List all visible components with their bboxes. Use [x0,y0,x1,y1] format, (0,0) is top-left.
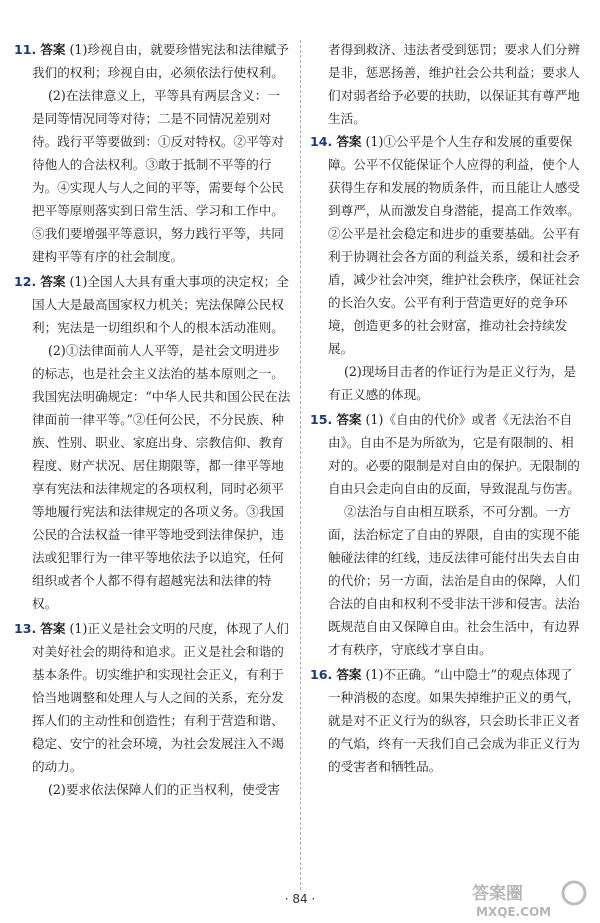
answer-text: (1)①公平是个人生存和发展的重要保障。公平不仅能保证个人应得的利益，使个人获得生存和发展的物质条件，而且能让人感受到尊严，从而激发自身潜能，提高工作效率。②公平是社会稳定和进步的重要基础。公平有利于协调社会各方面的利益关系，缓和社会矛盾，减少社会冲突，维护社会秩序，保证社会的长治久安。公平有利于营造更好的竞争环境，创造更多的社会财富，推动社会持续发展。 [328,134,580,356]
question-number: 15. [310,412,333,427]
answer-text: (1)珍视自由，就要珍惜宪法和法律赋予我们的权利；珍视自由，必须依法行使权利。 [32,42,289,80]
column-divider [300,40,301,890]
watermark-logo [470,879,588,919]
answer-text: (1)全国人大具有重大事项的决定权；全国人大是最高国家权力机关；宪法保障公民权利；宪法是一切组织和个人的根本活动准则。 [32,274,289,335]
answer-tag: 答案 [40,42,66,57]
answer-12 [14,270,292,615]
answer-text: 相对的。必要的限制是对自由的保护。无限制的自由只会走向自由的反面，导致混乱与伤害。 [328,435,580,496]
watermark-text: 答案圈 [472,884,523,904]
left-column [14,38,292,803]
watermark-domain: MXQE.COM [476,905,552,919]
page-number: · 84 · [284,892,316,906]
answer-text: (2)①法律面前人人平等，是社会文明进步的标志，也是社会主义法治的基本原则之一。我国宪法明确规定：“中华人民共和国公民在法律面前一律平等。”②任何公民，不分民族、种族、性别、职业、家庭出身、宗教信仰、教育程度、财产状况、居住期限等，都一律平等地享有宪法和法律规定的各项权利，同时必须平等地履行宪法和法律规定的各项义务。③我国公民的合法权益一律平等地受到法律保护，违法或犯罪行为一律平等地依法予以追究，任何组织或者个人都不得有超越宪法和法律的特权。 [32,343,291,611]
answer-13-continued: 者得到救济、违法者受到惩罚；要求人们分辨是非，惩恶扬善，维护社会公共利益；要求人们对弱者给予必要的扶助，以保证其有尊严地生活。 [328,42,580,126]
answer-14 [310,130,584,406]
answer-text: (2)现场目击者的作证行为是正义行为，是有正义感的体现。 [328,364,576,402]
answer-text: (1)正义是社会文明的尺度，体现了人们对美好社会的期待和追求。正义是社会和谐的基本条件。切实维护和实现社会正义，有利于恰当地调整和处理人与人之间的关系，充分发挥人们的主动性和创造性；有利于营造和谐、稳定、安宁的社会环境，为社会发展注入不竭的动力。 [32,621,289,774]
answer-15 [310,408,584,661]
answer-text: (1)《自由的代价》或者《无法治不自由》。 [328,412,573,450]
answer-tag: 答案 [40,274,66,289]
answer-text: (1)不正确。“山中隐士”的观点体现了一种消极的态度。如果失掉维护正义的勇气，就是对不正义行为的纵容，只会助长非正义者的气焰，终有一天我们自己会成为非正义行为的受害者和牺牲品。 [328,667,580,774]
question-number: 14. [310,134,333,149]
question-number: 11. [14,42,37,57]
question-number: 13. [14,621,37,636]
answer-text: (2)在法律意义上，平等具有两层含义：一是同等情况同等对待；二是不同情况差别对待。践行平等要做到：①反对特权。②平等对待他人的合法权利。③敢于抵制不平等的行为。④实现人与人之间的平等，需要每个公民把平等原则落实到日常生活、学习和工作中。⑤我们要增强平等意识，努力践行平等，共同建构平等有序的社会制度。 [32,88,284,264]
answer-tag: 答案 [336,667,362,682]
answer-tag: 答案 [40,621,66,636]
answer-13 [14,617,292,801]
answer-text: ②法治与自由相互联系，不可分割。一方面，法治标定了自由的界限，自由的实现不能触碰法律的红线，违反法律可能付出失去自由的代价；另一方面，法治是自由的保障，人们合法的自由和权利不受非法干涉和侵害。法治既规范自由又保障自由。社会生活中，有边界才有秩序，守底线才享自由。 [328,504,580,657]
answer-tag: 答案 [336,412,362,427]
answer-tag: 答案 [336,134,362,149]
answer-16 [310,663,584,778]
answer-text: 自由不是为所欲为，它是有限制的、 [359,435,561,450]
question-number: 12. [14,274,37,289]
watermark-circle-icon [563,882,585,904]
answer-11 [14,38,292,268]
answer-text: (2)要求依法保障人们的正当权利，使受害 [48,782,280,797]
right-column [310,38,584,780]
question-number: 16. [310,667,333,682]
